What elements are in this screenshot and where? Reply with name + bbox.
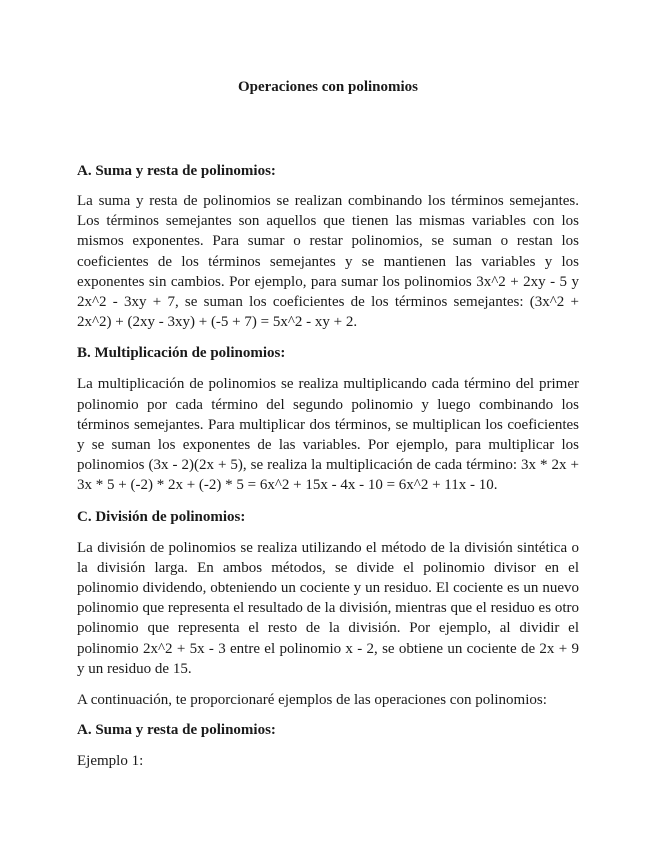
document-title: Operaciones con polinomios (237, 79, 418, 95)
section-body-division: La división de polinomios se realiza utilizando el método de la división sintética o la división larga. En ambos métodos, se divide el polinomio divisor en el polinomio dividendo, obteniendo un cociente y un residuo. El cociente es un nuevo polinomio que representa el resultado de la división, mientras que el residuo es otro polinomio que representa el resto de la división. Por ejemplo, al dividir el polinomio 2x^2 + 5x - 3 entre el polinomio x - 2, se obtiene un cociente de 2x + 9 y un residuo de 15. (77, 539, 579, 677)
section-body-suma-resta: La suma y resta de polinomios se realizan combinando los términos semejantes. Los términos semejantes son aquellos que tienen las mismas variables con los mismos exponentes. Para sumar o restar polinomios, se suman o restan los coeficientes de los términos semejantes y se mantienen las variables y los exponentes sin cambios. Por ejemplo, para sumar los polinomios 3x^2 + 2xy - 5 y 2x^2 - 3xy + 7, se suman los coeficientes de los términos semejantes: (3x^2 + 2x^2) + (2xy - 3xy) + (-5 + 7) = 5x^2 - xy + 2. (77, 193, 579, 331)
section-body-multiplicacion: La multiplicación de polinomios se realiza multiplicando cada término del primer polinomio por cada término del segundo polinomio y luego combinando los términos semejantes. Para multiplicar dos términos, se multiplican los coeficientes y se suman los exponentes de las variables. Por ejemplo, para multiplicar los polinomios (3x - 2)(2x + 5), se realiza la multiplicación de cada término: 3x * 2x + 3x * 5 + (-2) * 2x + (-2) * 5 = 6x^2 + 15x - 4x - 10 = 6x^2 + 11x - 10. (77, 376, 579, 494)
section-heading-division: C. División de polinomios: (77, 508, 246, 525)
section-heading-multiplicacion: B. Multiplicación de polinomios: (77, 345, 286, 362)
section-heading-suma-resta: A. Suma y resta de polinomios: (77, 163, 276, 179)
examples-intro: A continuación, te proporcionaré ejemplos de las operaciones con polinomios: (77, 692, 547, 709)
example-label: Ejemplo 1: (77, 753, 144, 770)
example-section-heading: A. Suma y resta de polinomios: (77, 722, 276, 739)
